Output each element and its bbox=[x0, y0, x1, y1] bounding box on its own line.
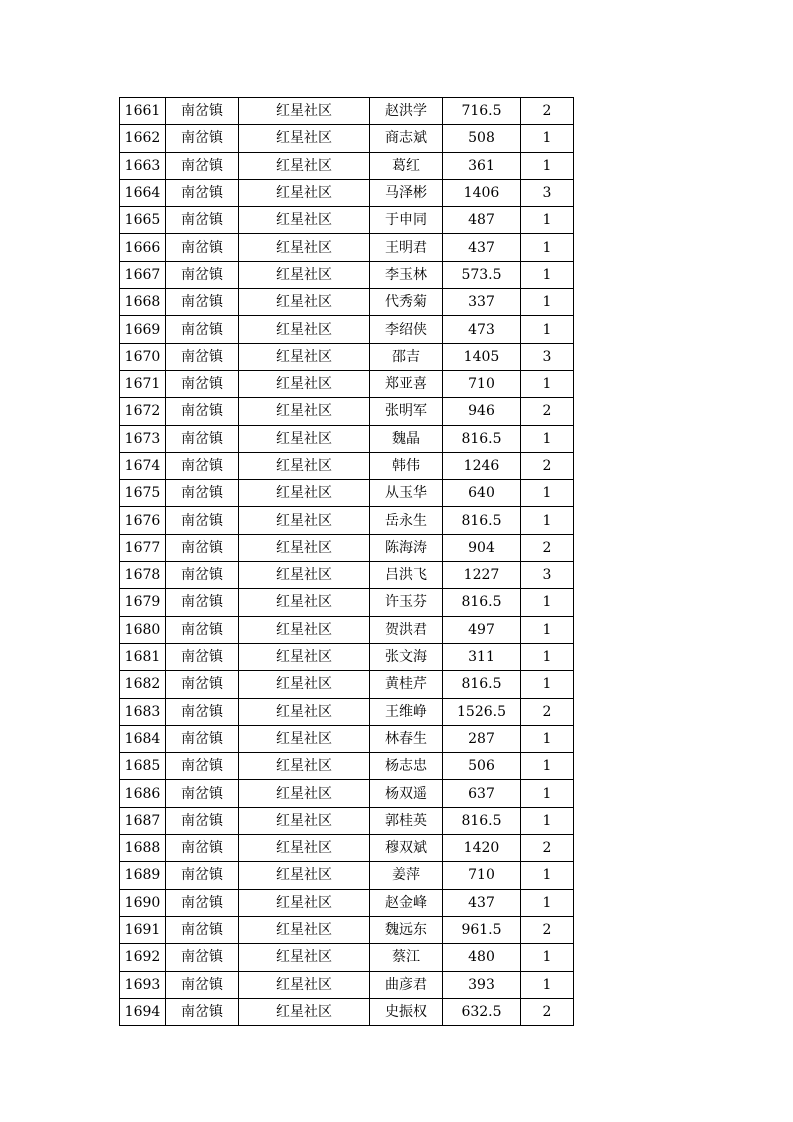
town-cell: 南岔镇 bbox=[166, 343, 239, 370]
community-cell: 红星社区 bbox=[239, 616, 370, 643]
count-cell: 1 bbox=[521, 152, 574, 179]
table-row bbox=[120, 234, 574, 261]
table-row bbox=[120, 425, 574, 452]
town-cell: 南岔镇 bbox=[166, 944, 239, 971]
town-cell: 南岔镇 bbox=[166, 616, 239, 643]
community-cell: 红星社区 bbox=[239, 179, 370, 206]
amount-cell: 716.5 bbox=[443, 98, 521, 125]
town-cell: 南岔镇 bbox=[166, 207, 239, 234]
table-row bbox=[120, 725, 574, 752]
town-cell: 南岔镇 bbox=[166, 398, 239, 425]
community-cell: 红星社区 bbox=[239, 944, 370, 971]
count-cell: 1 bbox=[521, 480, 574, 507]
town-cell: 南岔镇 bbox=[166, 780, 239, 807]
town-cell: 南岔镇 bbox=[166, 370, 239, 397]
community-cell: 红星社区 bbox=[239, 425, 370, 452]
count-cell: 1 bbox=[521, 289, 574, 316]
records-table-body bbox=[120, 98, 574, 1026]
community-cell: 红星社区 bbox=[239, 725, 370, 752]
name-cell: 贺洪君 bbox=[370, 616, 443, 643]
table-row bbox=[120, 179, 574, 206]
name-cell: 陈海涛 bbox=[370, 534, 443, 561]
name-cell: 杨志忠 bbox=[370, 753, 443, 780]
town-cell: 南岔镇 bbox=[166, 507, 239, 534]
table-row bbox=[120, 125, 574, 152]
community-cell: 红星社区 bbox=[239, 643, 370, 670]
amount-cell: 816.5 bbox=[443, 507, 521, 534]
town-cell: 南岔镇 bbox=[166, 98, 239, 125]
count-cell: 2 bbox=[521, 916, 574, 943]
row-number-cell: 1694 bbox=[120, 998, 166, 1025]
town-cell: 南岔镇 bbox=[166, 562, 239, 589]
name-cell: 黄桂芹 bbox=[370, 671, 443, 698]
name-cell: 王明君 bbox=[370, 234, 443, 261]
amount-cell: 1526.5 bbox=[443, 698, 521, 725]
count-cell: 1 bbox=[521, 425, 574, 452]
amount-cell: 904 bbox=[443, 534, 521, 561]
amount-cell: 632.5 bbox=[443, 998, 521, 1025]
community-cell: 红星社区 bbox=[239, 289, 370, 316]
name-cell: 许玉芬 bbox=[370, 589, 443, 616]
community-cell: 红星社区 bbox=[239, 971, 370, 998]
count-cell: 2 bbox=[521, 998, 574, 1025]
count-cell: 1 bbox=[521, 507, 574, 534]
table-row bbox=[120, 862, 574, 889]
table-row bbox=[120, 616, 574, 643]
community-cell: 红星社区 bbox=[239, 480, 370, 507]
community-cell: 红星社区 bbox=[239, 753, 370, 780]
table-row bbox=[120, 889, 574, 916]
community-cell: 红星社区 bbox=[239, 589, 370, 616]
name-cell: 从玉华 bbox=[370, 480, 443, 507]
amount-cell: 961.5 bbox=[443, 916, 521, 943]
name-cell: 韩伟 bbox=[370, 452, 443, 479]
table-row bbox=[120, 398, 574, 425]
community-cell: 红星社区 bbox=[239, 125, 370, 152]
table-row bbox=[120, 753, 574, 780]
amount-cell: 287 bbox=[443, 725, 521, 752]
community-cell: 红星社区 bbox=[239, 671, 370, 698]
community-cell: 红星社区 bbox=[239, 261, 370, 288]
table-row bbox=[120, 643, 574, 670]
row-number-cell: 1662 bbox=[120, 125, 166, 152]
table-row bbox=[120, 452, 574, 479]
count-cell: 1 bbox=[521, 370, 574, 397]
community-cell: 红星社区 bbox=[239, 152, 370, 179]
amount-cell: 1405 bbox=[443, 343, 521, 370]
row-number-cell: 1675 bbox=[120, 480, 166, 507]
name-cell: 穆双斌 bbox=[370, 835, 443, 862]
name-cell: 李玉林 bbox=[370, 261, 443, 288]
amount-cell: 816.5 bbox=[443, 589, 521, 616]
count-cell: 2 bbox=[521, 698, 574, 725]
community-cell: 红星社区 bbox=[239, 370, 370, 397]
amount-cell: 1227 bbox=[443, 562, 521, 589]
town-cell: 南岔镇 bbox=[166, 425, 239, 452]
count-cell: 1 bbox=[521, 207, 574, 234]
town-cell: 南岔镇 bbox=[166, 589, 239, 616]
name-cell: 史振权 bbox=[370, 998, 443, 1025]
count-cell: 1 bbox=[521, 780, 574, 807]
amount-cell: 946 bbox=[443, 398, 521, 425]
row-number-cell: 1686 bbox=[120, 780, 166, 807]
name-cell: 林春生 bbox=[370, 725, 443, 752]
amount-cell: 573.5 bbox=[443, 261, 521, 288]
name-cell: 姜萍 bbox=[370, 862, 443, 889]
table-row bbox=[120, 671, 574, 698]
row-number-cell: 1693 bbox=[120, 971, 166, 998]
town-cell: 南岔镇 bbox=[166, 753, 239, 780]
row-number-cell: 1670 bbox=[120, 343, 166, 370]
row-number-cell: 1669 bbox=[120, 316, 166, 343]
community-cell: 红星社区 bbox=[239, 343, 370, 370]
name-cell: 郑亚喜 bbox=[370, 370, 443, 397]
table-row bbox=[120, 780, 574, 807]
name-cell: 李绍侠 bbox=[370, 316, 443, 343]
community-cell: 红星社区 bbox=[239, 916, 370, 943]
town-cell: 南岔镇 bbox=[166, 698, 239, 725]
community-cell: 红星社区 bbox=[239, 889, 370, 916]
row-number-cell: 1681 bbox=[120, 643, 166, 670]
row-number-cell: 1691 bbox=[120, 916, 166, 943]
community-cell: 红星社区 bbox=[239, 835, 370, 862]
table-row bbox=[120, 343, 574, 370]
name-cell: 张文海 bbox=[370, 643, 443, 670]
amount-cell: 710 bbox=[443, 370, 521, 397]
row-number-cell: 1663 bbox=[120, 152, 166, 179]
count-cell: 1 bbox=[521, 316, 574, 343]
table-row bbox=[120, 261, 574, 288]
name-cell: 曲彦君 bbox=[370, 971, 443, 998]
count-cell: 1 bbox=[521, 671, 574, 698]
town-cell: 南岔镇 bbox=[166, 862, 239, 889]
community-cell: 红星社区 bbox=[239, 698, 370, 725]
amount-cell: 1406 bbox=[443, 179, 521, 206]
community-cell: 红星社区 bbox=[239, 507, 370, 534]
town-cell: 南岔镇 bbox=[166, 316, 239, 343]
table-row bbox=[120, 480, 574, 507]
community-cell: 红星社区 bbox=[239, 398, 370, 425]
community-cell: 红星社区 bbox=[239, 780, 370, 807]
count-cell: 1 bbox=[521, 589, 574, 616]
community-cell: 红星社区 bbox=[239, 316, 370, 343]
amount-cell: 640 bbox=[443, 480, 521, 507]
row-number-cell: 1671 bbox=[120, 370, 166, 397]
count-cell: 1 bbox=[521, 616, 574, 643]
table-row bbox=[120, 835, 574, 862]
count-cell: 2 bbox=[521, 452, 574, 479]
town-cell: 南岔镇 bbox=[166, 807, 239, 834]
row-number-cell: 1677 bbox=[120, 534, 166, 561]
row-number-cell: 1661 bbox=[120, 98, 166, 125]
count-cell: 1 bbox=[521, 971, 574, 998]
count-cell: 1 bbox=[521, 643, 574, 670]
row-number-cell: 1684 bbox=[120, 725, 166, 752]
name-cell: 葛红 bbox=[370, 152, 443, 179]
row-number-cell: 1674 bbox=[120, 452, 166, 479]
row-number-cell: 1666 bbox=[120, 234, 166, 261]
count-cell: 1 bbox=[521, 889, 574, 916]
count-cell: 2 bbox=[521, 534, 574, 561]
count-cell: 1 bbox=[521, 862, 574, 889]
count-cell: 2 bbox=[521, 835, 574, 862]
table-row bbox=[120, 98, 574, 125]
name-cell: 张明军 bbox=[370, 398, 443, 425]
town-cell: 南岔镇 bbox=[166, 889, 239, 916]
row-number-cell: 1676 bbox=[120, 507, 166, 534]
town-cell: 南岔镇 bbox=[166, 971, 239, 998]
row-number-cell: 1683 bbox=[120, 698, 166, 725]
table-row bbox=[120, 807, 574, 834]
count-cell: 1 bbox=[521, 234, 574, 261]
table-row bbox=[120, 971, 574, 998]
count-cell: 3 bbox=[521, 179, 574, 206]
table-row bbox=[120, 152, 574, 179]
amount-cell: 337 bbox=[443, 289, 521, 316]
row-number-cell: 1692 bbox=[120, 944, 166, 971]
table-row bbox=[120, 998, 574, 1025]
row-number-cell: 1680 bbox=[120, 616, 166, 643]
count-cell: 1 bbox=[521, 125, 574, 152]
town-cell: 南岔镇 bbox=[166, 916, 239, 943]
table-row bbox=[120, 289, 574, 316]
amount-cell: 1420 bbox=[443, 835, 521, 862]
table-row bbox=[120, 562, 574, 589]
amount-cell: 816.5 bbox=[443, 425, 521, 452]
amount-cell: 1246 bbox=[443, 452, 521, 479]
name-cell: 赵洪学 bbox=[370, 98, 443, 125]
town-cell: 南岔镇 bbox=[166, 452, 239, 479]
row-number-cell: 1673 bbox=[120, 425, 166, 452]
amount-cell: 361 bbox=[443, 152, 521, 179]
table-row bbox=[120, 207, 574, 234]
table-row bbox=[120, 698, 574, 725]
community-cell: 红星社区 bbox=[239, 452, 370, 479]
community-cell: 红星社区 bbox=[239, 862, 370, 889]
count-cell: 3 bbox=[521, 562, 574, 589]
name-cell: 吕洪飞 bbox=[370, 562, 443, 589]
amount-cell: 816.5 bbox=[443, 807, 521, 834]
name-cell: 蔡江 bbox=[370, 944, 443, 971]
name-cell: 于申同 bbox=[370, 207, 443, 234]
count-cell: 3 bbox=[521, 343, 574, 370]
town-cell: 南岔镇 bbox=[166, 835, 239, 862]
amount-cell: 437 bbox=[443, 889, 521, 916]
count-cell: 1 bbox=[521, 807, 574, 834]
row-number-cell: 1679 bbox=[120, 589, 166, 616]
amount-cell: 637 bbox=[443, 780, 521, 807]
name-cell: 魏晶 bbox=[370, 425, 443, 452]
count-cell: 1 bbox=[521, 725, 574, 752]
name-cell: 郭桂英 bbox=[370, 807, 443, 834]
amount-cell: 473 bbox=[443, 316, 521, 343]
amount-cell: 480 bbox=[443, 944, 521, 971]
count-cell: 2 bbox=[521, 98, 574, 125]
amount-cell: 487 bbox=[443, 207, 521, 234]
community-cell: 红星社区 bbox=[239, 98, 370, 125]
table-row bbox=[120, 944, 574, 971]
community-cell: 红星社区 bbox=[239, 534, 370, 561]
row-number-cell: 1672 bbox=[120, 398, 166, 425]
records-table bbox=[119, 97, 574, 1026]
row-number-cell: 1688 bbox=[120, 835, 166, 862]
row-number-cell: 1690 bbox=[120, 889, 166, 916]
community-cell: 红星社区 bbox=[239, 562, 370, 589]
table-row bbox=[120, 316, 574, 343]
row-number-cell: 1682 bbox=[120, 671, 166, 698]
name-cell: 商志斌 bbox=[370, 125, 443, 152]
community-cell: 红星社区 bbox=[239, 207, 370, 234]
community-cell: 红星社区 bbox=[239, 234, 370, 261]
table-row bbox=[120, 916, 574, 943]
amount-cell: 710 bbox=[443, 862, 521, 889]
name-cell: 赵金峰 bbox=[370, 889, 443, 916]
town-cell: 南岔镇 bbox=[166, 998, 239, 1025]
town-cell: 南岔镇 bbox=[166, 125, 239, 152]
table-row bbox=[120, 507, 574, 534]
amount-cell: 437 bbox=[443, 234, 521, 261]
community-cell: 红星社区 bbox=[239, 807, 370, 834]
table-row bbox=[120, 370, 574, 397]
town-cell: 南岔镇 bbox=[166, 643, 239, 670]
row-number-cell: 1667 bbox=[120, 261, 166, 288]
table-row bbox=[120, 534, 574, 561]
row-number-cell: 1665 bbox=[120, 207, 166, 234]
name-cell: 邵吉 bbox=[370, 343, 443, 370]
town-cell: 南岔镇 bbox=[166, 179, 239, 206]
count-cell: 2 bbox=[521, 398, 574, 425]
name-cell: 魏远东 bbox=[370, 916, 443, 943]
row-number-cell: 1664 bbox=[120, 179, 166, 206]
town-cell: 南岔镇 bbox=[166, 725, 239, 752]
name-cell: 王维峥 bbox=[370, 698, 443, 725]
amount-cell: 508 bbox=[443, 125, 521, 152]
row-number-cell: 1668 bbox=[120, 289, 166, 316]
count-cell: 1 bbox=[521, 261, 574, 288]
town-cell: 南岔镇 bbox=[166, 480, 239, 507]
amount-cell: 393 bbox=[443, 971, 521, 998]
row-number-cell: 1678 bbox=[120, 562, 166, 589]
town-cell: 南岔镇 bbox=[166, 671, 239, 698]
name-cell: 岳永生 bbox=[370, 507, 443, 534]
amount-cell: 311 bbox=[443, 643, 521, 670]
town-cell: 南岔镇 bbox=[166, 534, 239, 561]
town-cell: 南岔镇 bbox=[166, 152, 239, 179]
row-number-cell: 1687 bbox=[120, 807, 166, 834]
name-cell: 杨双遥 bbox=[370, 780, 443, 807]
name-cell: 代秀菊 bbox=[370, 289, 443, 316]
town-cell: 南岔镇 bbox=[166, 289, 239, 316]
amount-cell: 506 bbox=[443, 753, 521, 780]
table-row bbox=[120, 589, 574, 616]
town-cell: 南岔镇 bbox=[166, 234, 239, 261]
row-number-cell: 1685 bbox=[120, 753, 166, 780]
amount-cell: 816.5 bbox=[443, 671, 521, 698]
count-cell: 1 bbox=[521, 753, 574, 780]
town-cell: 南岔镇 bbox=[166, 261, 239, 288]
count-cell: 1 bbox=[521, 944, 574, 971]
amount-cell: 497 bbox=[443, 616, 521, 643]
row-number-cell: 1689 bbox=[120, 862, 166, 889]
community-cell: 红星社区 bbox=[239, 998, 370, 1025]
name-cell: 马泽彬 bbox=[370, 179, 443, 206]
